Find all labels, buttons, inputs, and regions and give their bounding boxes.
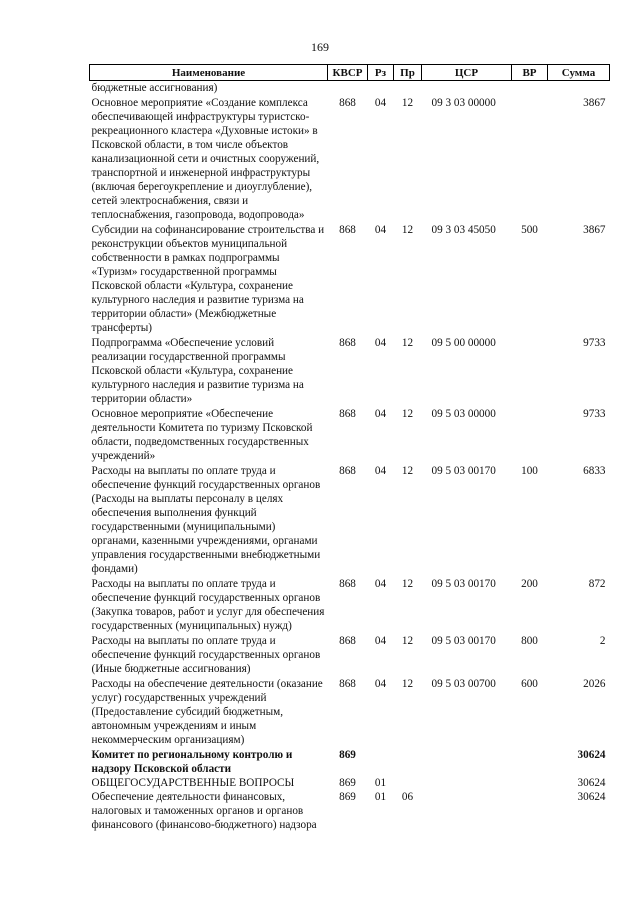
cell-rz: 04: [374, 578, 387, 590]
table-row: [90, 790, 610, 832]
cell-csr: 09 5 00 00000: [431, 337, 496, 349]
cell-sum: 872: [588, 578, 606, 590]
cell-sum: 2026: [583, 678, 606, 690]
cell-pr: [394, 776, 422, 790]
cell-name: Расходы на выплаты по оплате труда и обеспечение функций государственных органов (Расходы на выплаты персоналу в целях обеспечения выполнения функций государственными (муниципальными) органами, казенными учреждениями, органами управления государственными внебюджетными фондами): [91, 465, 321, 575]
cell-sum: 9733: [583, 337, 606, 349]
cell-kvsr: 868: [339, 578, 356, 590]
cell-rz: 04: [374, 97, 387, 109]
table-header-row: [90, 65, 610, 81]
cell-vr: [512, 790, 548, 832]
cell-rz: 04: [374, 408, 387, 420]
cell-vr: [512, 95, 548, 222]
cell-sum: 3867: [583, 97, 606, 109]
cell-vr: 800: [521, 635, 538, 647]
cell-kvsr: 869: [339, 777, 356, 789]
cell-csr: [422, 776, 512, 790]
cell-rz: [368, 81, 394, 96]
cell-kvsr: 868: [339, 97, 356, 109]
cell-pr: 12: [401, 337, 414, 349]
cell-sum: 9733: [583, 408, 606, 420]
cell-csr: [422, 81, 512, 96]
header-kvsr: КВСР: [328, 65, 368, 81]
cell-name: ОБЩЕГОСУДАРСТВЕННЫЕ ВОПРОСЫ: [91, 777, 295, 789]
cell-kvsr: 868: [339, 224, 356, 236]
header-vr: ВР: [512, 65, 548, 81]
cell-vr: [512, 776, 548, 790]
cell-pr: 12: [401, 578, 414, 590]
cell-pr: 12: [401, 465, 414, 477]
cell-vr: [512, 406, 548, 463]
cell-vr: [512, 81, 548, 96]
cell-rz: 01: [374, 777, 387, 789]
cell-csr: 09 5 03 00170: [431, 465, 496, 477]
header-sum: Сумма: [548, 65, 610, 81]
cell-csr: 09 5 03 00700: [431, 678, 496, 690]
table-row: [90, 95, 610, 222]
cell-pr: 12: [401, 408, 414, 420]
cell-name: Субсидии на софинансирование строительства и реконструкции объектов муниципальной собственности в рамках подпрограммы «Туризм» государственной программы Псковской области «Культура, сохранение культурного наследия и развитие туризма на территории области» (Межбюджетные трансферты): [91, 224, 325, 334]
cell-vr: 600: [521, 678, 538, 690]
cell-csr: 09 3 03 45050: [431, 224, 496, 236]
cell-csr: 09 3 03 00000: [431, 97, 496, 109]
cell-sum: 2: [599, 635, 606, 647]
cell-vr: 100: [521, 465, 538, 477]
cell-kvsr: 869: [339, 791, 356, 803]
table-row: [90, 633, 610, 676]
cell-pr: 12: [401, 678, 414, 690]
table-row: [90, 222, 610, 335]
cell-rz: 04: [374, 337, 387, 349]
cell-csr: [422, 747, 512, 776]
cell-pr: 12: [401, 224, 414, 236]
cell-pr: 06: [401, 791, 414, 803]
cell-sum: [548, 81, 610, 96]
page-number: 169: [311, 40, 329, 54]
cell-kvsr: 868: [339, 678, 356, 690]
header-pr: Пр: [394, 65, 422, 81]
cell-name: Расходы на обеспечение деятельности (оказание услуг) государственных учреждений (Предоставление субсидий бюджетным, автономным учреждениям и иным некоммерческим организациям): [91, 678, 323, 746]
cell-csr: 09 5 03 00170: [431, 578, 496, 590]
cell-rz: 04: [374, 678, 387, 690]
cell-kvsr: 868: [339, 465, 356, 477]
cell-sum: 30624: [577, 791, 606, 803]
cell-kvsr: [328, 81, 368, 96]
cell-pr: 12: [401, 97, 414, 109]
cell-pr: [394, 81, 422, 96]
table-row: [90, 576, 610, 633]
cell-kvsr: 868: [339, 408, 356, 420]
cell-name: Комитет по региональному контролю и надзору Псковской области: [91, 749, 293, 775]
cell-kvsr: 868: [339, 337, 356, 349]
cell-sum: 30624: [577, 777, 606, 789]
header-rz: Рз: [368, 65, 394, 81]
cell-pr: [394, 747, 422, 776]
cell-vr: [512, 747, 548, 776]
table-row: [90, 747, 610, 776]
cell-name: Подпрограмма «Обеспечение условий реализации государственной программы Псковской области «Культура, сохранение культурного наследия и развитие туризма на территории области»: [91, 337, 304, 405]
cell-vr: 200: [521, 578, 538, 590]
cell-csr: 09 5 03 00000: [431, 408, 496, 420]
cell-name: Основное мероприятие «Создание комплекса обеспечивающей инфраструктуры туристско-рекреационного кластера «Духовные истоки» в Псковской области, в том числе объектов канализационной сети и очистных сооружений, транспортной и инженерной инфраструктуры (включая берегоукрепление и диоуглубление), сетей электроснабжения, связи и теплоснабжения, газопровода, водопровода»: [91, 97, 320, 221]
table-row: [90, 335, 610, 406]
cell-rz: 04: [374, 224, 387, 236]
cell-rz: 01: [374, 791, 387, 803]
table-row: [90, 81, 610, 96]
cell-sum: 6833: [583, 465, 606, 477]
cell-pr: 12: [401, 635, 414, 647]
header-name: Наименование: [90, 65, 328, 81]
table-row: [90, 776, 610, 790]
cell-name: Расходы на выплаты по оплате труда и обеспечение функций государственных органов (Закупка товаров, работ и услуг для обеспечения государственных (муниципальных) нужд): [91, 578, 325, 632]
cell-kvsr: 869: [339, 749, 356, 761]
table-row: [90, 406, 610, 463]
cell-name: Основное мероприятие «Обеспечение деятельности Комитета по туризму Псковской области, подведомственных государственных учреждений»: [91, 408, 313, 462]
cell-vr: [512, 335, 548, 406]
cell-rz: [368, 747, 394, 776]
cell-name: Расходы на выплаты по оплате труда и обеспечение функций государственных органов (Иные бюджетные ассигнования): [91, 635, 321, 675]
cell-name: Обеспечение деятельности финансовых, налоговых и таможенных органов и органов финансового (финансово-бюджетного) надзора: [91, 791, 317, 831]
cell-csr: 09 5 03 00170: [431, 635, 496, 647]
cell-rz: 04: [374, 635, 387, 647]
table-row: [90, 676, 610, 747]
cell-rz: 04: [374, 465, 387, 477]
cell-sum: 30624: [577, 749, 606, 761]
cell-name: бюджетные ассигнования): [91, 82, 218, 94]
cell-vr: 500: [521, 224, 538, 236]
budget-table: [89, 64, 610, 832]
header-csr: ЦСР: [422, 65, 512, 81]
cell-sum: 3867: [583, 224, 606, 236]
table-row: [90, 463, 610, 576]
cell-csr: [422, 790, 512, 832]
cell-kvsr: 868: [339, 635, 356, 647]
